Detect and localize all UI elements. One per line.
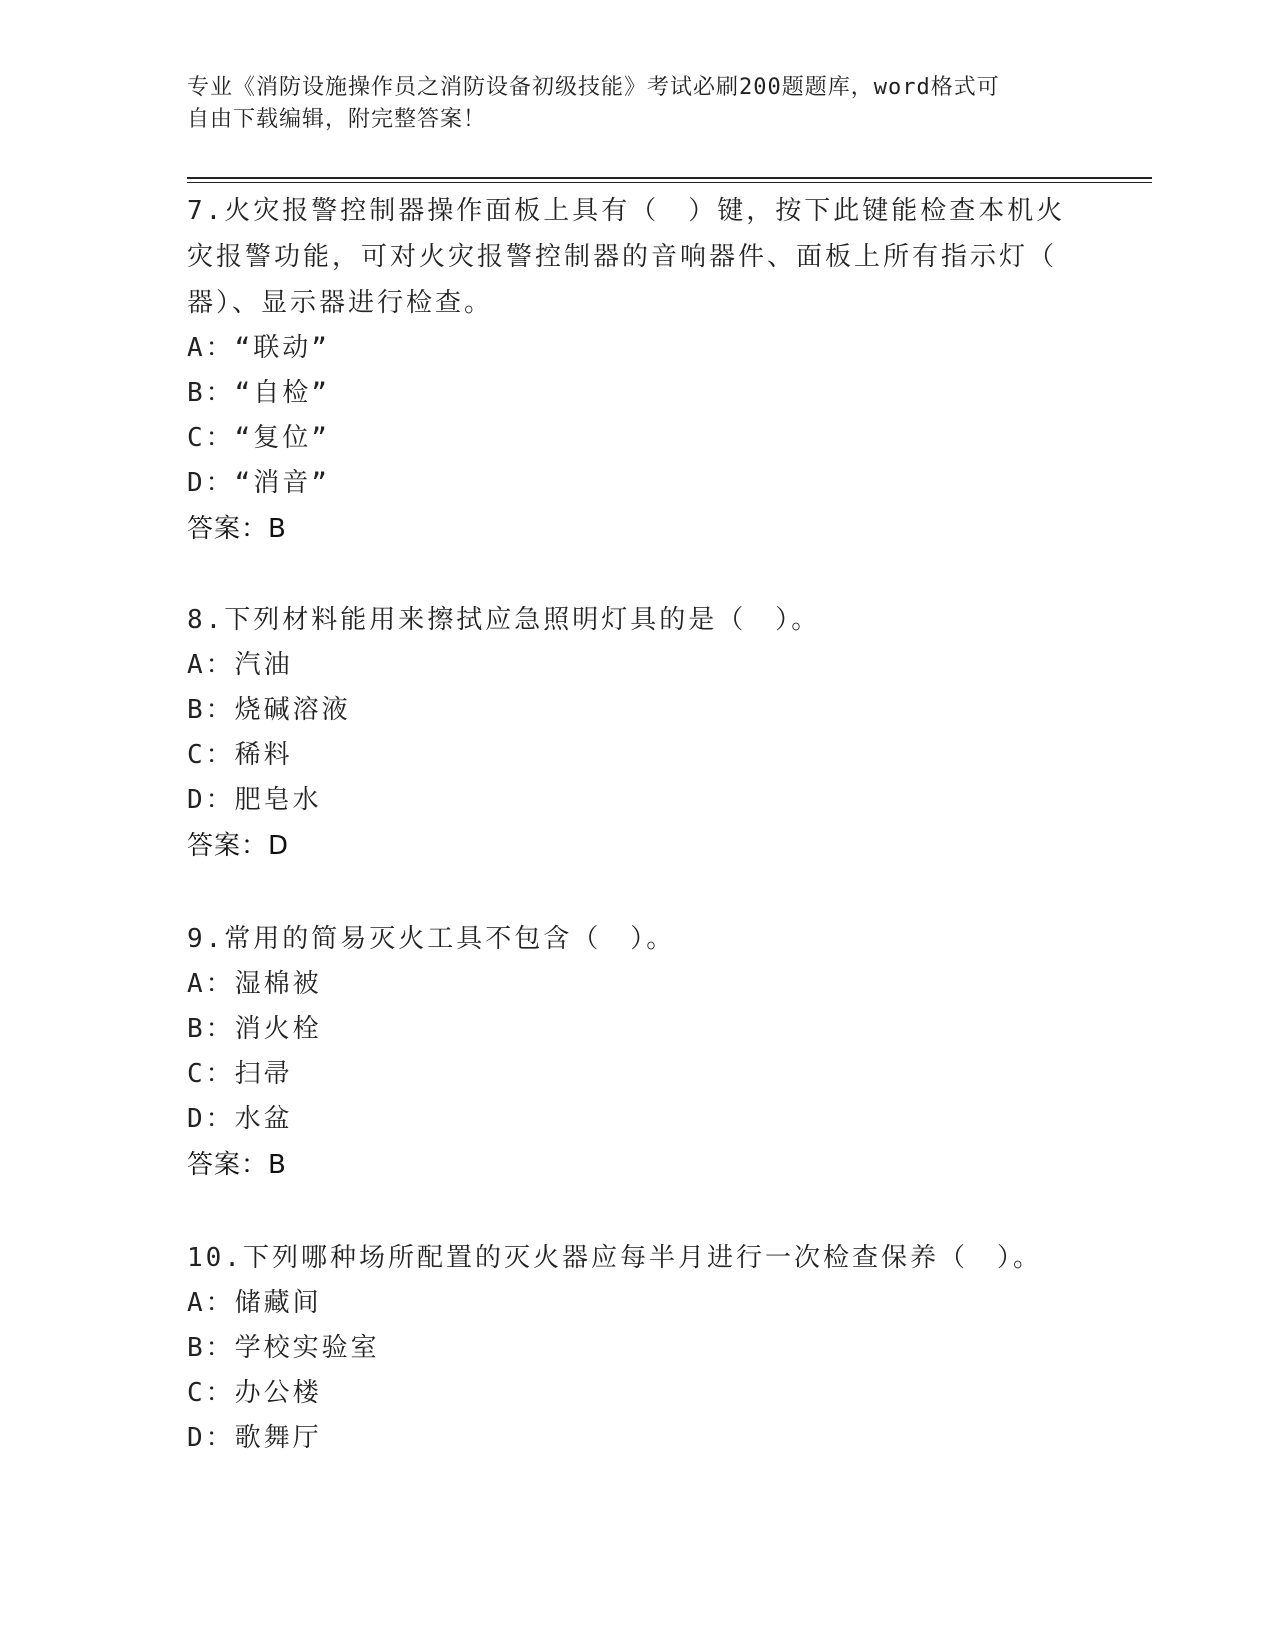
question-stem-line: 7.火灾报警控制器操作面板上具有（ ）键，按下此键能检查本机火 (187, 196, 1066, 226)
option-a: A：湿棉被 (187, 969, 322, 999)
option-c: C：“复位” (187, 423, 330, 453)
answer: 答案：B (187, 1150, 287, 1180)
question-9 (187, 916, 1067, 1188)
question-7 (187, 188, 1067, 552)
question-stem-line: 8.下列材料能用来擦拭应急照明灯具的是（ ）。 (187, 605, 821, 635)
option-a: A：“联动” (187, 333, 330, 363)
question-stem-line: 灾报警功能，可对火灾报警控制器的音响器件、面板上所有指示灯（ (187, 242, 1058, 272)
question-10 (187, 1235, 1067, 1461)
answer: 答案：B (187, 514, 287, 544)
option-c: C：办公楼 (187, 1378, 322, 1408)
header-divider (187, 177, 1152, 183)
option-d: D：水盆 (187, 1104, 293, 1134)
option-c: C：稀料 (187, 740, 293, 770)
header-line-2: 自由下载编辑，附完整答案！ (187, 107, 487, 132)
option-d: D：歌舞厅 (187, 1423, 322, 1453)
option-b: B：学校实验室 (187, 1333, 380, 1363)
answer: 答案：D (187, 831, 290, 861)
option-b: B：“自检” (187, 378, 330, 408)
question-stem-line: 器）、显示器进行检查。 (187, 288, 494, 318)
question-8 (187, 597, 1067, 869)
question-stem-line: 9.常用的简易灭火工具不包含（ ）。 (187, 924, 676, 954)
header-line-1: 专业《消防设施操作员之消防设备初级技能》考试必刷200题题库，word格式可 (187, 75, 1000, 100)
document-header (187, 72, 1067, 136)
question-stem-line: 10.下列哪种场所配置的灭火器应每半月进行一次检查保养（ ）。 (187, 1243, 1042, 1273)
option-d: D：“消音” (187, 468, 330, 498)
option-d: D：肥皂水 (187, 785, 322, 815)
option-b: B：烧碱溶液 (187, 695, 351, 725)
option-b: B：消火栓 (187, 1014, 322, 1044)
option-a: A：汽油 (187, 650, 293, 680)
option-a: A：储藏间 (187, 1288, 322, 1318)
option-c: C：扫帚 (187, 1059, 293, 1089)
